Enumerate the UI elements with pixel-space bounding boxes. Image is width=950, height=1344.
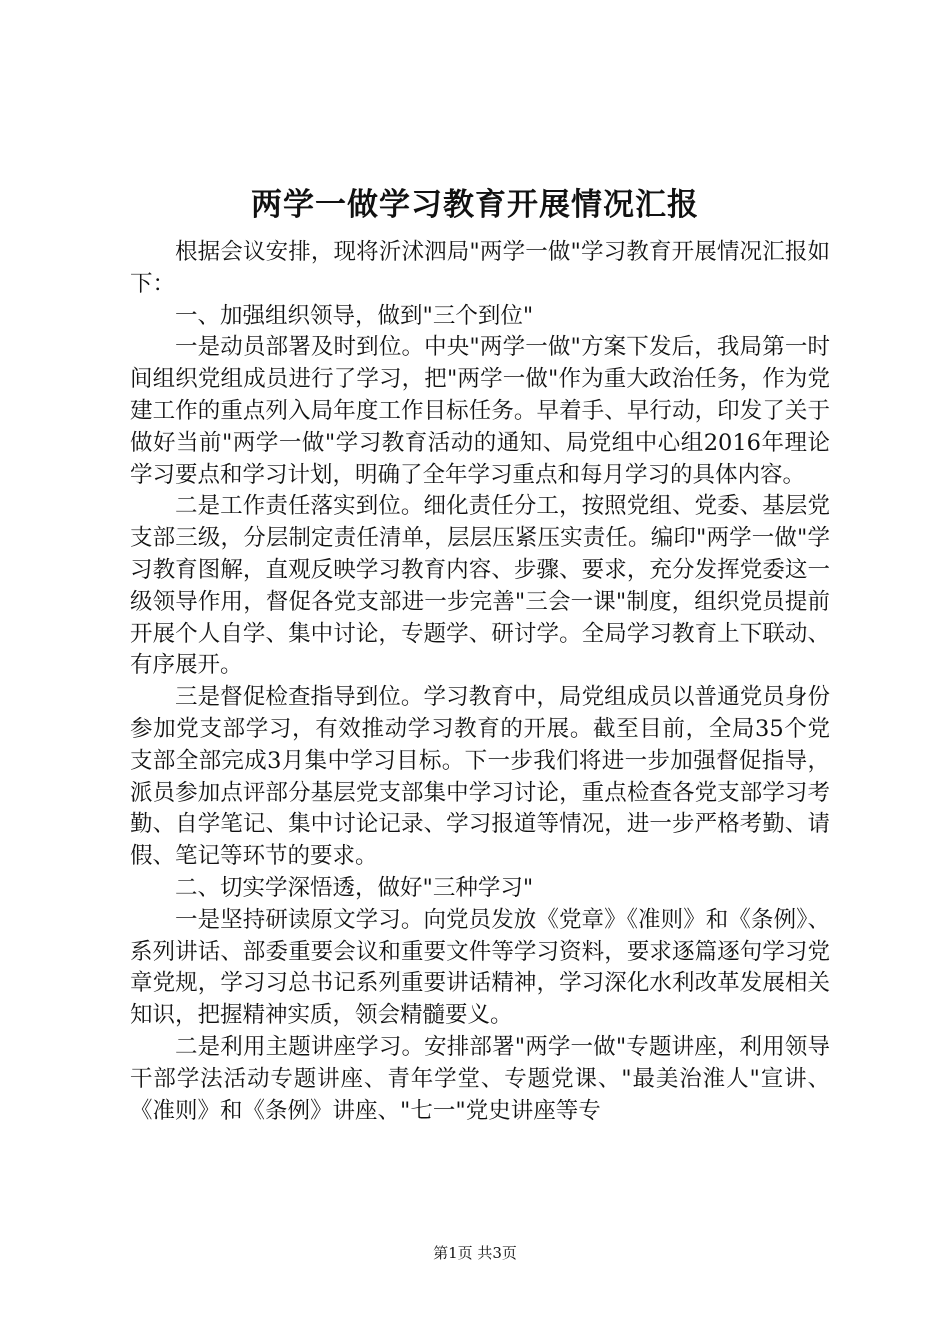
paragraph-1-1: 一是动员部署及时到位。中央"两学一做"方案下发后，我局第一时间组织党组成员进行了学习，把"两学一做"作为重大政治任务，作为党建工作的重点列入局年度工作目标任务。早着手、早行动，印发了关于做好当前"两学一做"学习教育活动的通知、局党组中心组2016年理论学习要点和学习计划，明确了全年学习重点和每月学习的具体内容。 [130,334,830,488]
paragraph-2-1: 一是坚持研读原文学习。向党员发放《党章》《准则》和《条例》、系列讲话、部委重要会议和重要文件等学习资料，要求逐篇逐句学习党章党规，学习习总书记系列重要讲话精神，学习深化水利改革发展相关知识，把握精神实质，领会精髓要义。 [130,906,830,1029]
document-body [130,237,830,1127]
paragraph-1-2: 二是工作责任落实到位。细化责任分工，按照党组、党委、基层党支部三级，分层制定责任清单，层层压紧压实责任。编印"两学一做"学习教育图解，直观反映学习教育内容、步骤、要求，充分发挥党委这一级领导作用，督促各党支部进一步完善"三会一课"制度，组织党员提前开展个人自学、集中讨论，专题学、研讨学。全局学习教育上下联动、有序展开。 [130,493,830,679]
page-number: 第1页 共3页 [433,1244,517,1262]
paragraph-1-3: 三是督促检查指导到位。学习教育中，局党组成员以普通党员身份参加党支部学习，有效推动学习教育的开展。截至目前，全局35个党支部全部完成3月集中学习目标。下一步我们将进一步加强督促指导，派员参加点评部分基层党支部集中学习讨论，重点检查各党支部学习考勤、自学笔记、集中讨论记录、学习报道等情况，进一步严格考勤、请假、笔记等环节的要求。 [130,684,830,870]
section-heading-1: 一、加强组织领导，做到"三个到位" [175,302,534,329]
paragraph-intro: 根据会议安排，现将沂沭泗局"两学一做"学习教育开展情况汇报如下： [130,239,830,297]
document-title: 两学一做学习教育开展情况汇报 [251,187,699,223]
section-heading-2: 二、切实学深悟透，做好"三种学习" [175,874,534,901]
paragraph-2-2: 二是利用主题讲座学习。安排部署"两学一做"专题讲座，利用领导干部学法活动专题讲座、青年学堂、专题党课、"最美治淮人"宣讲、《准则》和《条例》讲座、"七一"党史讲座等专 [130,1033,830,1124]
